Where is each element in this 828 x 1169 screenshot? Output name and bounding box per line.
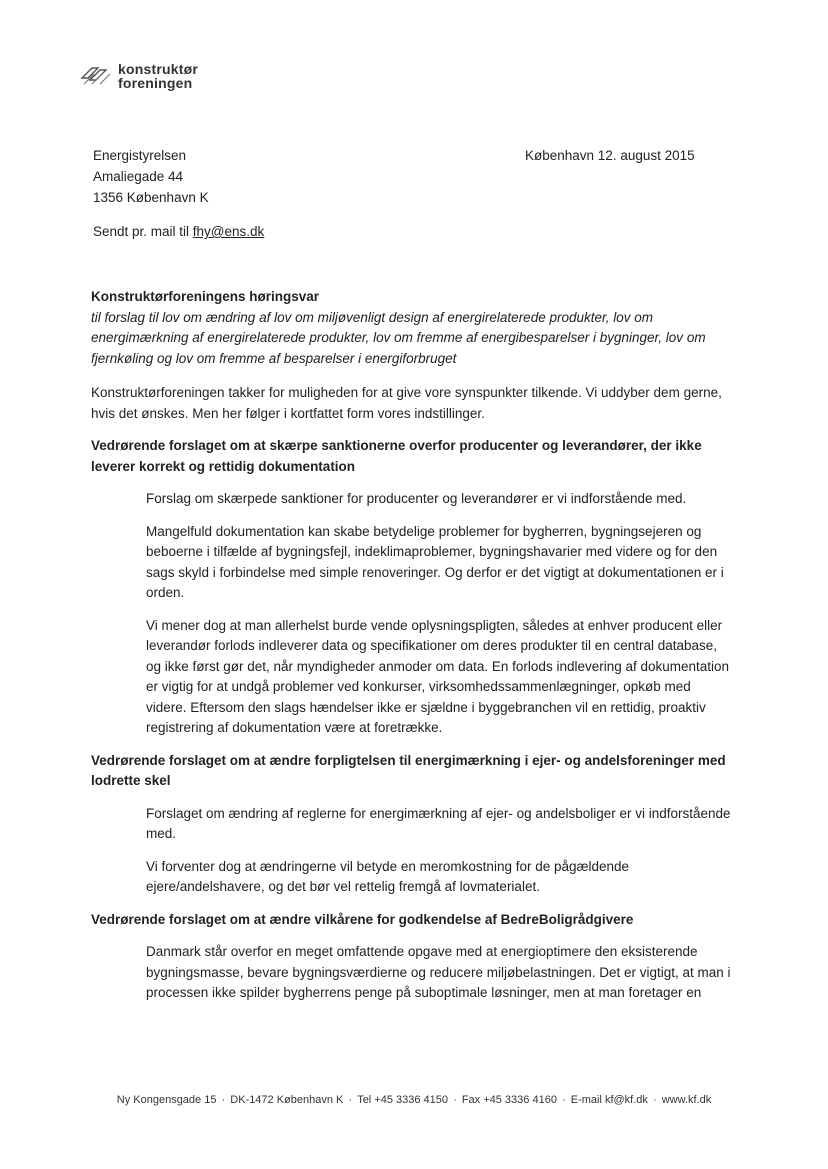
footer-tel: Tel +45 3336 4150	[357, 1094, 449, 1106]
recipient-address	[93, 145, 209, 208]
section-heading-2: Vedrørende forslaget om at ændre forpligtelsen til energimærkning i ejer- og andelsforeninger med lodrette skel	[91, 752, 726, 788]
section-heading-1: Vedrørende forslaget om at skærpe sanktionerne overfor producenter og leverandører, der ikke leverer korrekt og rettidig dokumentation	[91, 438, 702, 474]
footer-separator: ·	[453, 1094, 457, 1106]
logo-line-1: konstruktør	[118, 61, 198, 77]
sent-line	[93, 221, 264, 242]
intro-paragraph: Konstruktørforeningen takker for muligheden for at give vore synspunkter tilkende. Vi uddyber dem gerne, hvis det ønskes. Men her følger i kortfattet form vores indstillinger.	[91, 385, 722, 421]
logo-mark-icon	[78, 64, 114, 88]
footer-separator: ·	[652, 1094, 657, 1106]
section-3-paragraph-1: Danmark står overfor en meget omfattende opgave med at energioptimere den eksisterende bygningsmasse, bevare bygningsværdierne og reducere miljøbelastningen. Det er vigtigt, at man i processen ikke spilder bygherrens penge på suboptimale løsninger, men at man foretager en	[146, 944, 731, 1000]
letter-title: Konstruktørforeningens høringsvar	[91, 289, 320, 304]
section-1-paragraph-3: Vi mener dog at man allerhelst burde vende oplysningspligten, således at enhver producent eller leverandør forlods indleverer data og specifikationer om deres produkter til en central database, og ikke først gør det, når myndigheder anmoder om data. En forlods indlevering af dokumentation er vigtig for at undgå problemer ved konkurser, virksomhedssammenlægninger, opkøb med videre. Eftersom den slags hændelser ikke er sjældne i byggebranchen vil en rettidig, proaktiv registrering af dokumentation være at foretrække.	[146, 617, 730, 735]
footer-separator: ·	[221, 1094, 226, 1106]
footer-web: www.kf.dk	[661, 1094, 712, 1106]
recipient-street: Amaliegade 44	[93, 169, 184, 184]
section-1-paragraph-1: Forslag om skærpede sanktioner for producenter og leverandører er vi indforstående med.	[146, 491, 687, 506]
page-footer	[0, 1094, 828, 1106]
sent-prefix: Sendt pr. mail til	[93, 224, 193, 239]
logo	[78, 62, 198, 90]
recipient-name: Energistyrelsen	[93, 148, 187, 163]
logo-text	[118, 62, 198, 90]
footer-fax: Fax +45 3336 4160	[461, 1094, 557, 1106]
recipient-city: 1356 København K	[93, 190, 209, 205]
footer-address: Ny Kongensgade 15	[116, 1094, 217, 1106]
footer-postal: DK-1472 København K	[230, 1094, 344, 1106]
section-heading-3: Vedrørende forslaget om at ændre vilkårene for godkendelse af BedreBoligrådgivere	[91, 911, 634, 927]
letter-subtitle: til forslag til lov om ændring af lov om miljøvenligt design af energirelaterede produkter, lov om energimærkning af energirelaterede produkter, lov om fremme af energibesparelser i bygninger, lov om fjernkøling og lov om fremme af besparelser i energiforbruget	[91, 309, 706, 366]
email-link[interactable]: fhy@ens.dk	[192, 224, 265, 239]
footer-email: E-mail kf@kf.dk	[570, 1094, 648, 1106]
footer-separator: ·	[348, 1094, 353, 1106]
footer-separator: ·	[562, 1094, 566, 1106]
section-2-paragraph-1: Forslaget om ændring af reglerne for energimærkning af ejer- og andelsboliger er vi indforstående med.	[146, 805, 731, 841]
letter-body	[91, 287, 741, 1016]
section-2-paragraph-2: Vi forventer dog at ændringerne vil betyde en meromkostning for de pågældende ejere/andelshavere, og det bør vel rettelig fremgå af lovmaterialet.	[146, 858, 630, 894]
letter-date: København 12. august 2015	[525, 148, 695, 163]
logo-line-2: foreningen	[118, 75, 193, 91]
section-1-paragraph-2: Mangelfuld dokumentation kan skabe betydelige problemer for bygherren, bygningsejeren og beboerne i tilfælde af bygningsfejl, indeklimaproblemer, bygningshavarier med videre og for den sags skyld i forbindelse med simple renoveringer. Og derfor er det vigtigt at dokumentationen er i orden.	[146, 523, 724, 600]
